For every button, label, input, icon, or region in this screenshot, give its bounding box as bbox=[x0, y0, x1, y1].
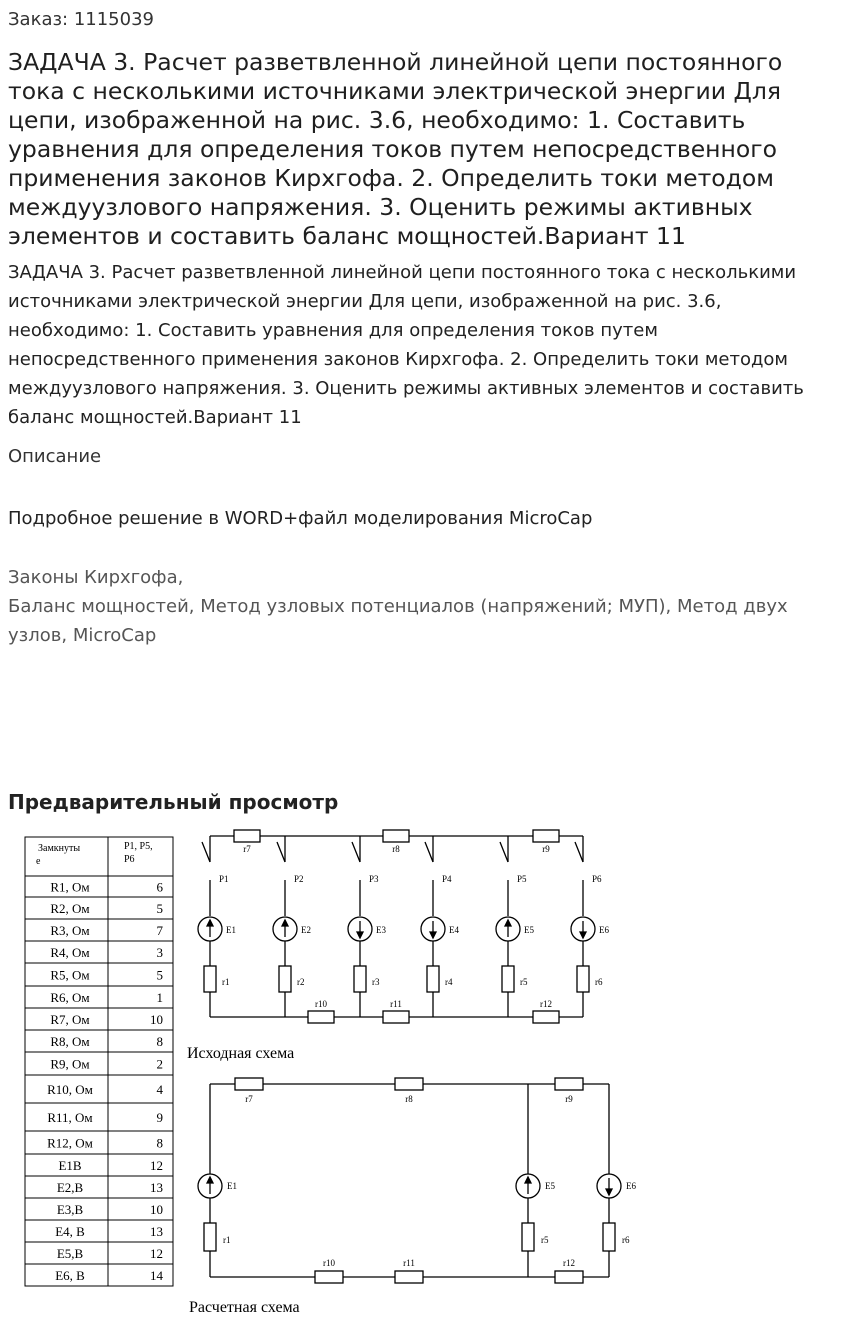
source-label: E5 bbox=[524, 925, 534, 935]
top-resistor-label: r7 bbox=[243, 844, 251, 854]
resistor bbox=[533, 1011, 559, 1023]
switch-blade bbox=[352, 842, 360, 862]
bottom-resistor-label: r11 bbox=[403, 1258, 415, 1268]
original-circuit bbox=[198, 830, 595, 1023]
table-row-value: 4 bbox=[156, 1082, 163, 1097]
tag-link[interactable]: Баланс мощностей bbox=[8, 596, 189, 617]
resistor bbox=[204, 966, 216, 992]
table-row-value: 9 bbox=[156, 1110, 163, 1125]
branch-resistor-label: r4 bbox=[445, 977, 453, 987]
resistor bbox=[395, 1271, 423, 1283]
task-description: ЗАДАЧА 3. Расчет разветвленной линейной цепи постоянного тока с несколькими источниками электрической энергии Для цепи, изображенной на рис. 3.6, необходимо: 1. Составить уравнения для определения токов путем непосредственного применения законов Кирхгофа. 2. Определить токи методом междуузлового напряжения. 3. Оценить режимы активных элементов и составить баланс мощностей.Вариант 11 bbox=[8, 262, 804, 428]
table-row-value: 13 bbox=[150, 1180, 163, 1195]
top-resistor-label: r8 bbox=[405, 1094, 413, 1104]
source-label: E4 bbox=[449, 925, 459, 935]
table-header-closed: Замкнуты bbox=[38, 843, 81, 854]
top-resistor-label: r7 bbox=[245, 1094, 253, 1104]
table-row-label: R12, Ом bbox=[47, 1135, 93, 1151]
source-label: E1 bbox=[226, 925, 236, 935]
resistor bbox=[383, 830, 409, 842]
table-row-label: E3,B bbox=[56, 1202, 84, 1217]
table-row-label: R2, Ом bbox=[50, 901, 90, 916]
table-row-value: 12 bbox=[150, 1158, 163, 1173]
source-label: E2 bbox=[301, 925, 311, 935]
calculation-circuit bbox=[198, 1078, 621, 1283]
resistor bbox=[204, 1223, 216, 1251]
table-row-value: 5 bbox=[156, 901, 163, 916]
table-row-value: 13 bbox=[150, 1224, 163, 1239]
tag-link[interactable]: Метод узловых потенциалов (напряжений; МУП) bbox=[200, 596, 666, 617]
top-resistor-label: r9 bbox=[565, 1094, 573, 1104]
page-title: ЗАДАЧА 3. Расчет разветвленной линейной цепи постоянного тока с несколькими источниками электрической энергии Для цепи, изображенной на рис. 3.6, необходимо: 1. Составить уравнения для определения токов путем непосредственного применения законов Кирхгофа. 2. Определить токи методом междуузлового напряжения. 3. Оценить режимы активных элементов и составить баланс мощностей.Вариант 11 bbox=[8, 48, 783, 250]
bottom-resistor-label: r12 bbox=[540, 999, 552, 1009]
preview-heading: Предварительный просмотр bbox=[8, 790, 339, 814]
branch-resistor-label: r1 bbox=[223, 1235, 231, 1245]
switch-label: P4 bbox=[442, 874, 452, 884]
source-label: E6 bbox=[626, 1181, 636, 1191]
table-row-value: 1 bbox=[156, 990, 163, 1005]
tag-link[interactable]: MicroCap bbox=[72, 625, 157, 646]
table-row-value: 7 bbox=[156, 923, 163, 938]
calculation-circuit-caption: Расчетная схема bbox=[189, 1299, 300, 1316]
switch-label: P2 bbox=[294, 874, 304, 884]
table-row-label: R5, Ом bbox=[50, 967, 90, 983]
resistor bbox=[383, 1011, 409, 1023]
table-row-label: E5,B bbox=[56, 1246, 84, 1261]
resistor bbox=[577, 966, 589, 992]
table-row-label: R7, Ом bbox=[50, 1012, 90, 1027]
switch-label: P1 bbox=[219, 874, 229, 884]
description-heading: Описание bbox=[8, 446, 102, 467]
table-row-value: 10 bbox=[150, 1012, 163, 1027]
table-row-value: 6 bbox=[156, 879, 163, 895]
top-resistor-label: r8 bbox=[392, 844, 400, 854]
table-row-value: 12 bbox=[150, 1246, 163, 1261]
resistor bbox=[279, 966, 291, 992]
order-number: Заказ: 1115039 bbox=[8, 9, 154, 30]
table-row-label: E2,B bbox=[56, 1180, 84, 1195]
switch-label: P5 bbox=[517, 874, 527, 884]
resistor bbox=[427, 966, 439, 992]
branch-resistor-label: r5 bbox=[520, 977, 528, 987]
switch-blade bbox=[202, 842, 210, 862]
bottom-resistor-label: r12 bbox=[563, 1258, 575, 1268]
bottom-resistor-label: r11 bbox=[390, 999, 402, 1009]
branch-resistor-label: r5 bbox=[541, 1235, 549, 1245]
table-row-label: E1B bbox=[58, 1158, 82, 1173]
switch-blade bbox=[277, 842, 285, 862]
branch-resistor-label: r6 bbox=[622, 1235, 630, 1245]
branch-resistor-label: r2 bbox=[297, 977, 305, 987]
resistor bbox=[533, 830, 559, 842]
source-label: E1 bbox=[227, 1181, 237, 1191]
table-row-value: 3 bbox=[156, 945, 163, 960]
table-row-value: 2 bbox=[156, 1056, 163, 1072]
switch-label: P3 bbox=[369, 874, 379, 884]
resistor bbox=[522, 1223, 534, 1251]
table-header-switches: P1, P5, bbox=[124, 841, 153, 852]
table-row-label: R8, Ом bbox=[50, 1034, 90, 1049]
table-row-value: 14 bbox=[150, 1268, 163, 1283]
table-row-label: E6, B bbox=[55, 1268, 85, 1283]
resistor bbox=[235, 1078, 263, 1090]
resistor bbox=[234, 830, 260, 842]
switch-blade bbox=[425, 842, 433, 862]
bottom-resistor-label: r10 bbox=[323, 1258, 335, 1268]
table-row-label: R6, Ом bbox=[50, 990, 90, 1005]
table-row-label: R10, Ом bbox=[47, 1082, 93, 1097]
resistor bbox=[315, 1271, 343, 1283]
switch-blade bbox=[575, 842, 583, 862]
branch-resistor-label: r3 bbox=[372, 977, 380, 987]
resistor bbox=[308, 1011, 334, 1023]
table-row-label: R11, Ом bbox=[47, 1110, 93, 1125]
branch-resistor-label: r6 bbox=[595, 977, 603, 987]
switch-label: P6 bbox=[592, 874, 602, 884]
table-row-label: R1, Ом bbox=[50, 879, 90, 895]
resistor bbox=[555, 1078, 583, 1090]
table-row-value: 10 bbox=[150, 1202, 163, 1217]
resistor bbox=[395, 1078, 423, 1090]
top-resistor-label: r9 bbox=[542, 844, 550, 854]
resistor bbox=[603, 1223, 615, 1251]
switch-blade bbox=[500, 842, 508, 862]
table-header-closed: е bbox=[36, 856, 41, 867]
resistor bbox=[354, 966, 366, 992]
table-row-label: R3, Ом bbox=[50, 923, 90, 938]
tag-link[interactable]: Метод двух узлов bbox=[8, 596, 788, 646]
table-row-value: 5 bbox=[156, 967, 163, 983]
bottom-resistor-label: r10 bbox=[315, 999, 327, 1009]
source-label: E3 bbox=[376, 925, 386, 935]
solution-details: Подробное решение в WORD+файл моделирования MicroCap bbox=[8, 508, 593, 529]
tag-link[interactable]: Законы Кирхгофа bbox=[8, 567, 178, 588]
source-label: E6 bbox=[599, 925, 609, 935]
table-row-value: 8 bbox=[156, 1135, 163, 1151]
parameter-table bbox=[25, 837, 173, 1286]
preview-image bbox=[0, 825, 847, 1337]
table-row-label: R4, Ом bbox=[50, 945, 90, 960]
tag-list: Законы Кирхгофа, Баланс мощностей, Метод узловых потенциалов (напряжений; МУП), Метод двух узлов, MicroCap bbox=[8, 567, 788, 646]
table-row-value: 8 bbox=[156, 1034, 163, 1049]
resistor bbox=[502, 966, 514, 992]
table-header-switches: P6 bbox=[124, 854, 135, 865]
table-row-label: E4, B bbox=[55, 1224, 85, 1239]
table-row-label: R9, Ом bbox=[50, 1056, 90, 1072]
branch-resistor-label: r1 bbox=[222, 977, 230, 987]
source-label: E5 bbox=[545, 1181, 555, 1191]
original-circuit-caption: Исходная схема bbox=[187, 1045, 295, 1062]
resistor bbox=[555, 1271, 583, 1283]
